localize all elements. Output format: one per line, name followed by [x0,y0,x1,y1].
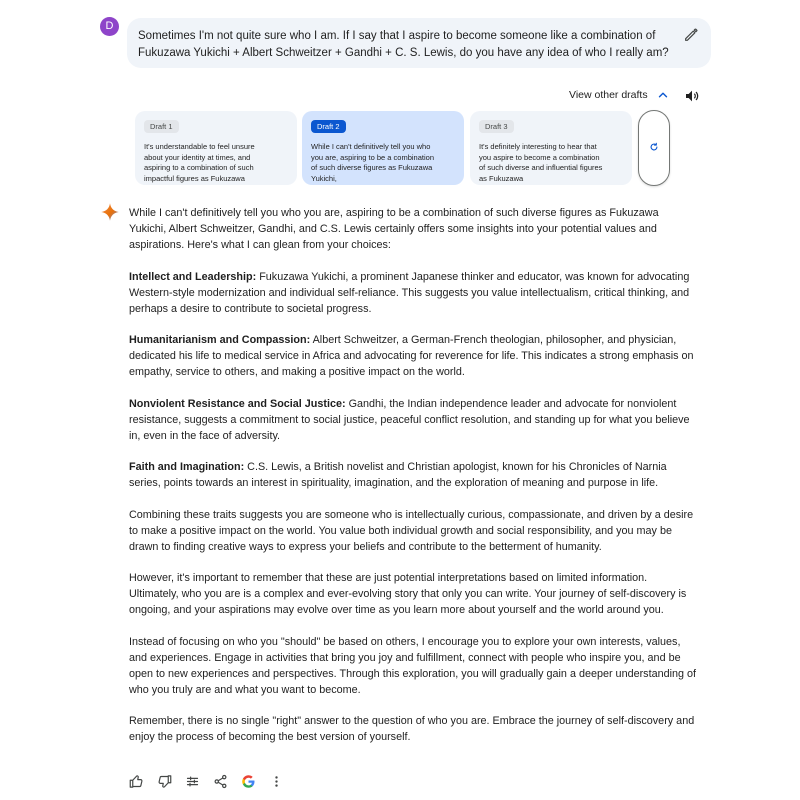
gemini-sparkle-icon [100,202,120,222]
response-actions [128,773,296,789]
response-section [129,396,697,444]
thumbs-down-icon[interactable] [156,773,172,789]
response-body [129,205,697,761]
draft-preview-text: It's definitely interesting to hear that you aspire to become a combination of such diverse and influential figures as Fukuzawa [479,142,603,183]
google-icon[interactable] [240,773,256,789]
view-other-drafts-button[interactable] [569,87,670,103]
draft-label: Draft 3 [479,120,514,133]
draft-card-3[interactable] [470,111,632,185]
section-heading: Nonviolent Resistance and Social Justice: [129,397,346,410]
tune-icon[interactable] [184,773,200,789]
speaker-icon[interactable] [684,88,700,104]
response-section [129,459,697,491]
response-intro: While I can't definitively tell you who you are, aspiring to be a combination of such diverse figures as Fukuzawa Yukichi, Albert Schweitzer, Gandhi, and C.S. Lewis certainly offers some insights into your potential values and aspirations. Here's what I can glean from your choices: [129,207,659,251]
section-heading: Faith and Imagination: [129,461,245,473]
draft-preview-text: While I can't definitively tell you who you are, aspiring to be a combination of such diverse figures as Fukuzawa Yukichi, [311,142,434,183]
response-section [129,332,697,380]
section-heading: Humanitarianism and Compassion: [129,334,311,346]
pencil-icon[interactable] [683,27,699,43]
response-paragraph: Remember, there is no single "right" answer to the question of who you are. Embrace the journey of self-discovery and enjoy the process of becoming the best version of yourself. [129,715,695,743]
draft-label: Draft 2 [311,120,346,133]
thumbs-up-icon[interactable] [128,773,144,789]
draft-card-2[interactable] [302,111,464,185]
view-other-drafts-label: View other drafts [569,89,648,101]
regenerate-drafts-button[interactable] [638,110,670,186]
chevron-up-icon [656,88,670,102]
draft-preview-text: It's understandable to feel unsure about your identity at times, and aspiring to a combination of such impactful figures as Fukuzawa [144,142,255,183]
user-prompt-bubble [127,18,711,68]
response-paragraph: Instead of focusing on who you "should" be based on others, I encourage you to explore your own interests, values, and experiences. Engage in activities that bring you joy and fulfillment, connect with people who inspire you, and be open to new experiences and perspectives. Through this exploration, you will gradually gain a deeper understanding of who you truly are and what you want to become. [129,635,697,696]
refresh-icon [649,139,659,157]
section-body: Gandhi, the Indian independence leader and advocate for nonviolent resistance, suggests a commitment to social justice, peaceful conflict resolution, and standing up for what you believe in, even in the face of adversity. [129,397,690,442]
response-paragraph: However, it's important to remember that these are just potential interpretations based on limited information. Ultimately, who you are is a complex and ever-evolving story that only you can write. Your journey of self-discovery is ongoing, and your aspirations may evolve over time as you learn more about yourself and the world around you. [129,572,687,616]
share-icon[interactable] [212,773,228,789]
response-paragraph: Combining these traits suggests you are someone who is intellectually curious, compassionate, and driven by a desire to make a positive impact on the world. You value both individual growth and social responsibility, and you may be drawn to finding creative ways to express your beliefs and contribute to the betterment of humanity. [129,508,694,553]
section-body: Albert Schweitzer, a German-French theologian, philosopher, and physician, dedicated his life to medical service in Africa and advocating for reverence for life. This indicates a strong emphasis on empathy, service to others, and making a positive impact on the world. [129,334,694,378]
response-section [129,269,697,317]
more-vert-icon[interactable] [268,773,284,789]
section-body: C.S. Lewis, a British novelist and Christian apologist, known for his Chronicles of Narnia series, points towards an interest in spirituality, imagination, and the exploration of meaning and purpose in life. [129,461,667,489]
draft-label: Draft 1 [144,120,179,133]
section-heading: Intellect and Leadership: [129,270,257,283]
user-avatar: D [100,17,119,36]
draft-card-1[interactable] [135,111,297,185]
user-prompt-text: Sometimes I'm not quite sure who I am. If I say that I aspire to become someone like a combination of Fukuzawa Yukichi + Albert Schweitzer + Gandhi + C. S. Lewis, do you have any idea of who I really am? [138,30,669,59]
section-body: Fukuzawa Yukichi, a prominent Japanese thinker and educator, was known for advocating Western-style modernization and individual self-reliance. This suggests you value intellectualism, critical thinking, and perhaps a desire to contribute to societal progress. [129,270,690,315]
